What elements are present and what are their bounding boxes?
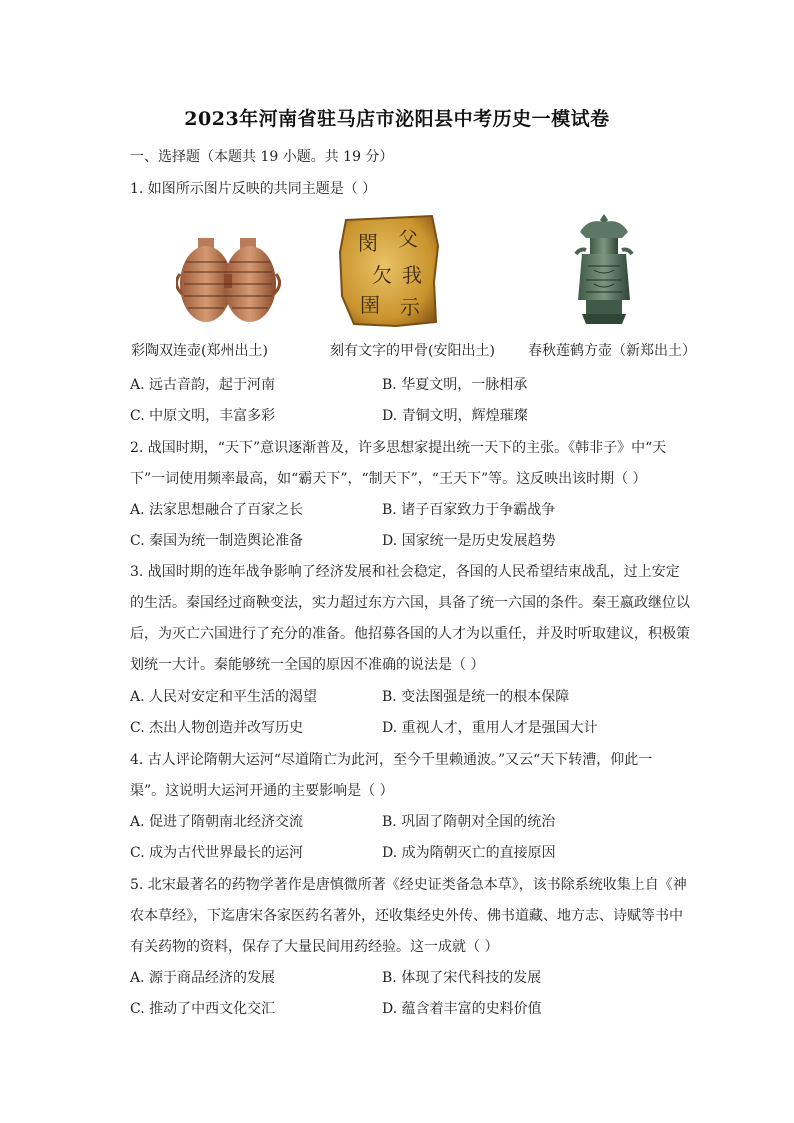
q2-option-a[interactable]: A. 法家思想融合了百家之长 bbox=[130, 502, 304, 518]
double-pottery-pot-icon bbox=[176, 232, 286, 330]
oracle-glyph-2: 父 bbox=[398, 227, 418, 251]
q4-option-d[interactable]: D. 成为隋朝灭亡的直接原因 bbox=[382, 845, 556, 861]
q3-stem-line-2: 的生活。秦国经过商鞅变法，实力超过东方六国，具备了统一六国的条件。秦王嬴政继位以 bbox=[130, 595, 690, 611]
q3-stem-line-1: 3. 战国时期的连年战争影响了经济发展和社会稳定，各国的人民希望结束战乱，过上安定 bbox=[130, 564, 680, 580]
q2-option-d[interactable]: D. 国家统一是历史发展趋势 bbox=[382, 533, 556, 549]
q3-stem-line-4: 划统一大计。秦能够统一全国的原因不准确的说法是（ ） bbox=[130, 657, 485, 673]
q3-stem-line-3: 后，为灭亡六国进行了充分的准备。他招募各国的人才为以重任，并及时听取建议，积极策 bbox=[130, 626, 690, 642]
oracle-bone-icon bbox=[336, 212, 442, 330]
q5-option-c[interactable]: C. 推动了中西文化交汇 bbox=[130, 1001, 276, 1017]
q3-option-d[interactable]: D. 重视人才，重用人才是强国大计 bbox=[382, 720, 598, 736]
q4-stem-line-1: 4. 古人评论隋朝大运河“尽道隋亡为此河，至今千里赖通波。”又云“天下转漕，仰此一 bbox=[130, 752, 653, 768]
q1-option-b[interactable]: B. 华夏文明，一脉相承 bbox=[382, 377, 528, 393]
q4-option-b[interactable]: B. 巩固了隋朝对全国的统治 bbox=[382, 814, 556, 830]
q5-option-b[interactable]: B. 体现了宋代科技的发展 bbox=[382, 970, 542, 986]
oracle-glyph-5: 圉 bbox=[360, 293, 380, 317]
q4-stem-line-2: 渠”。这说明大运河开通的主要影响是（ ） bbox=[130, 783, 394, 799]
q4-option-a[interactable]: A. 促进了隋朝南北经济交流 bbox=[130, 814, 304, 830]
q1-option-a[interactable]: A. 远古音韵，起于河南 bbox=[130, 377, 276, 393]
section-heading: 一、选择题（本题共 19 小题。共 19 分） bbox=[130, 149, 394, 165]
q1-stem: 1. 如图所示图片反映的共同主题是（ ） bbox=[130, 181, 377, 197]
q5-option-a[interactable]: A. 源于商品经济的发展 bbox=[130, 970, 276, 986]
q5-stem-line-2: 农本草经》，下迄唐宋各家医药名著外，还收集经史外传、佛书道藏、地方志、诗赋等书中 bbox=[130, 908, 683, 924]
bronze-lotus-crane-square-pot-icon bbox=[572, 210, 636, 330]
q5-stem-line-3: 有关药物的资料，保存了大量民间用药经验。这一成就（ ） bbox=[130, 939, 499, 955]
oracle-glyph-3: 欠 bbox=[372, 263, 392, 287]
q5-option-d[interactable]: D. 蕴含着丰富的史料价值 bbox=[382, 1001, 542, 1017]
oracle-glyph-6: 示 bbox=[400, 295, 420, 319]
oracle-glyph-4: 我 bbox=[402, 263, 422, 287]
oracle-glyph-1: 閔 bbox=[358, 231, 378, 255]
q1-caption-1: 彩陶双连壶(郑州出土) bbox=[131, 343, 268, 359]
q1-option-c[interactable]: C. 中原文明，丰富多彩 bbox=[130, 408, 276, 424]
q2-option-c[interactable]: C. 秦国为统一制造舆论准备 bbox=[130, 533, 304, 549]
page-title: 2023年河南省驻马店市泌阳县中考历史一模试卷 bbox=[184, 108, 610, 130]
q1-caption-3: 春秋莲鹤方壶（新郑出土） bbox=[528, 343, 696, 359]
q1-caption-2: 刻有文字的甲骨(安阳出土) bbox=[330, 343, 495, 359]
q4-option-c[interactable]: C. 成为古代世界最长的运河 bbox=[130, 845, 304, 861]
q2-option-b[interactable]: B. 诸子百家致力于争霸战争 bbox=[382, 502, 556, 518]
q1-option-d[interactable]: D. 青铜文明，辉煌璀璨 bbox=[382, 408, 528, 424]
q5-stem-line-1: 5. 北宋最著名的药物学著作是唐慎微所著《经史证类备急本草》，该书除系统收集上自《神 bbox=[130, 877, 687, 893]
q3-option-c[interactable]: C. 杰出人物创造并改写历史 bbox=[130, 720, 304, 736]
q2-stem-line-1: 2. 战国时期，“天下”意识逐渐普及，许多思想家提出统一天下的主张。《韩非子》中“天 bbox=[130, 440, 667, 456]
q3-option-b[interactable]: B. 变法图强是统一的根本保障 bbox=[382, 689, 570, 705]
q3-option-a[interactable]: A. 人民对安定和平生活的渴望 bbox=[130, 689, 318, 705]
q2-stem-line-2: 下”一词使用频率最高，如“霸天下”，“制天下”，“王天下”等。这反映出该时期（ ） bbox=[130, 471, 647, 487]
